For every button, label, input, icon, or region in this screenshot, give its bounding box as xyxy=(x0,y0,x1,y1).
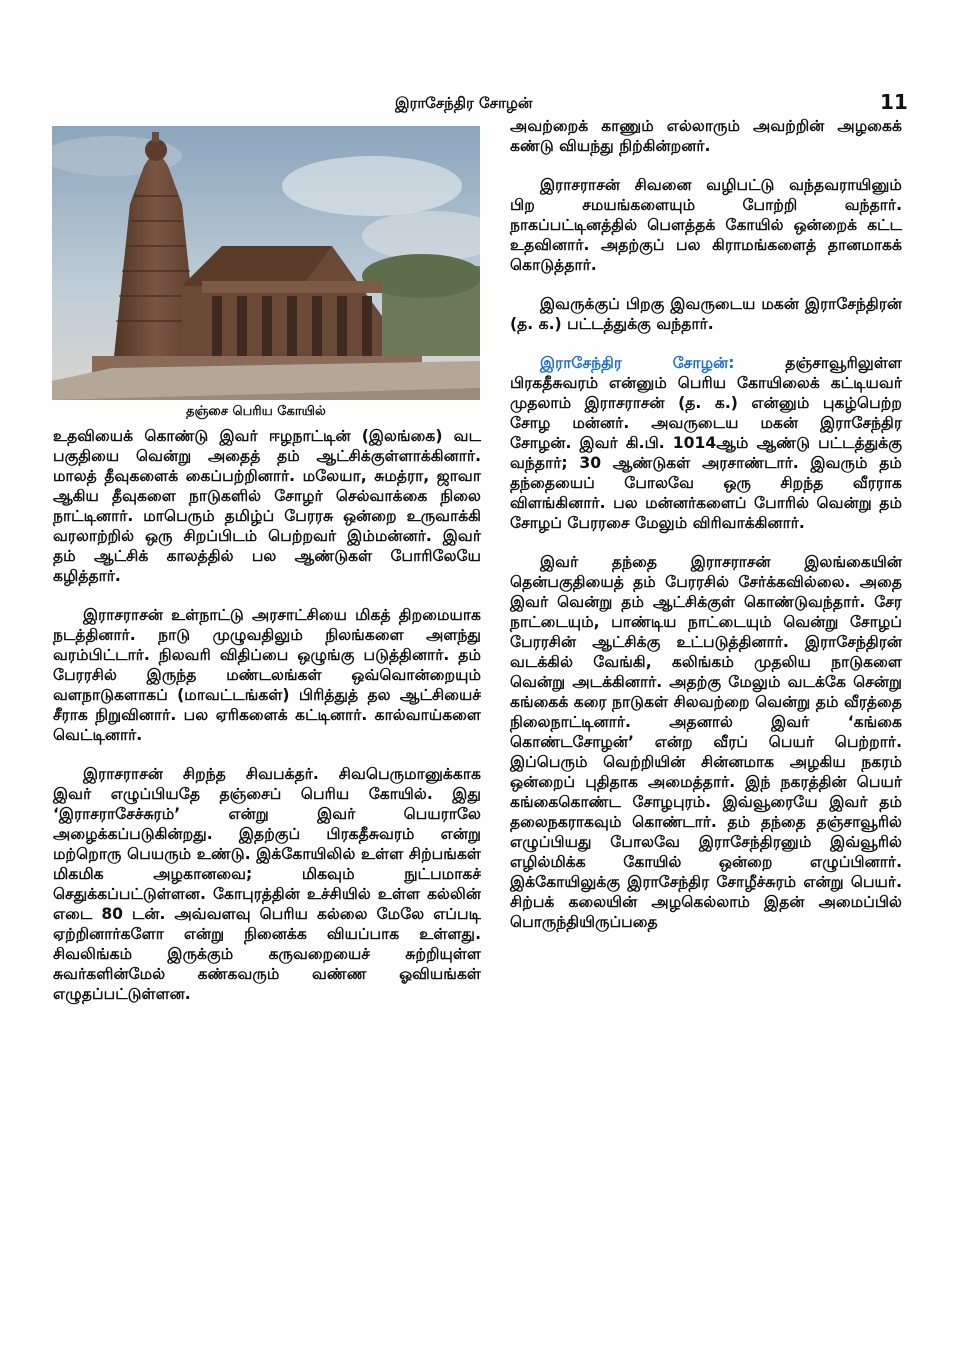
thanjavur-temple-image xyxy=(52,126,480,400)
left-column xyxy=(53,426,481,1023)
paragraph: இவருக்குப் பிறகு இவருடைய மகன் இராசேந்திரன் (த. க.) பட்டத்துக்கு வந்தார். xyxy=(510,295,902,333)
entry-heading: இராசேந்திர சோழன்: xyxy=(540,354,735,372)
temple-photo xyxy=(52,126,480,400)
paragraph: இராசராசன் சிறந்த சிவபக்தர். சிவபெருமானுக்காக இவர் எழுப்பியதே தஞ்சைப் பெரிய கோயில். இது ‘இராசராசேச்சுரம்’ என்று இவர் பெயராலே அழைக்கப்படுகின்றது. இதற்குப் பிரகதீசுவரம் என்று மற்றொரு பெயரும் உண்டு. இக்கோயிலில் உள்ள சிற்பங்கள் மிகமிக அழகானவை; மிகவும் நுட்பமாகச் செதுக்கப்பட்டுள்ளன. கோபுரத்தின் உச்சியில் உள்ள கல்லின் எடை 80 டன். அவ்வளவு பெரிய கல்லை மேலே எப்படி ஏற்றினார்களோ என்று நினைக்க வியப்பாக உள்ளது. சிவலிங்கம் இருக்கும் கருவறையைச் சுற்றியுள்ள சுவர்களின்மேல் கண்கவரும் வண்ண ஓவியங்கள் எழுதப்பட்டுள்ளன. xyxy=(53,765,481,1003)
paragraph: இராசராசன் உள்நாட்டு அரசாட்சியை மிகத் திறமையாக நடத்தினார். நாடு முழுவதிலும் நிலங்களை அளந்து வரம்பிட்டார். நிலவரி விதிப்பை ஒழுங்கு படுத்தினார். தம் பேரரசில் இருந்த மண்டலங்கள் ஒவ்வொன்றையும் வளநாடுகளாகப் (மாவட்டங்கள்) பிரித்துத் தல ஆட்சியைச் சீராக நிறுவினார். பல ஏரிகளைக் கட்டினார். கால்வாய்களை வெட்டினார். xyxy=(53,606,481,744)
photo-caption: தஞ்சை பெரிய கோயில் xyxy=(186,404,326,419)
paragraph: அவற்றைக் காணும் எல்லாரும் அவற்றின் அழகைக் கண்டு வியந்து நிற்கின்றனர். xyxy=(510,117,902,155)
entry-text: தஞ்சாவூரிலுள்ள பிரகதீசுவரம் என்னும் பெரிய கோயிலைக் கட்டியவர் முதலாம் இராசராசன் (த. க.) என்னும் புகழ்பெற்ற சோழ மன்னர். அவருடைய மகன் இராசேந்திர சோழன். இவர் கி.பி. 1014ஆம் ஆண்டு பட்டத்துக்கு வந்தார்; 30 ஆண்டுகள் அரசாண்டார். இவரும் தம் தந்தையைப் போலவே ஒரு சிறந்த வீரராக விளங்கினார். பல மன்னர்களைப் போரில் வென்று தம் சோழப் பேரரசை மேலும் விரிவாக்கினார். xyxy=(510,354,902,532)
right-column xyxy=(510,116,902,951)
page-number: 11 xyxy=(880,90,908,114)
paragraph: உதவியைக் கொண்டு இவர் ஈழநாட்டின் (இலங்கை) வட பகுதியை வென்று அதைத் தம் ஆட்சிக்குள்ளாக்கினார். மாலத் தீவுகளைக் கைப்பற்றினார். மலேயா, சுமத்ரா, ஜாவா ஆகிய தீவுகளை நாடுகளில் சோழர் செல்வாக்கை நிலை நாட்டினார். மாபெரும் தமிழ்ப் பேரரசு ஒன்றை உருவாக்கி வரலாற்றில் ஒரு சிறப்பிடம் பெற்றவர் இம்மன்னர். இவர் தம் ஆட்சிக் காலத்தில் பல ஆண்டுகள் போரிலேயே கழித்தார். xyxy=(53,427,481,585)
paragraph: இவர் தந்தை இராசராசன் இலங்கையின் தென்பகுதியைத் தம் பேரரசில் சேர்க்கவில்லை. அதை இவர் வென்று தம் ஆட்சிக்குள் கொண்டுவந்தார். சேர நாட்டையும், பாண்டிய நாட்டையும் வென்று சோழப் பேரரசின் ஆட்சிக்கு உட்படுத்தினார். இராசேந்திரன் வடக்கில் வேங்கி, கலிங்கம் முதலிய நாடுகளை வென்று அடக்கினார். அதற்கு மேலும் வடக்கே சென்று கங்கைக் கரை நாடுகள் சிலவற்றை வென்று தம் வீரத்தை நிலைநாட்டினார். அதனால் இவர் ‘கங்கை கொண்டசோழன்’ என்ற வீரப் பெயர் பெற்றார். இப்பெரும் வெற்றியின் சின்னமாக அழகிய நகரம் ஒன்றைப் புதிதாக அமைத்தார். இந் நகரத்தின் பெயர் கங்கைகொண்ட சோழபுரம். இவ்வூரையே இவர் தம் தலைநகராகவும் கொண்டார். தம் தந்தை தஞ்சாவூரில் எழுப்பியது போலவே இராசேந்திரனும் இவ்வூரில் எழில்மிக்க கோயில் ஒன்றை எழுப்பினார். இக்கோயிலுக்கு இராசேந்திர சோழீச்சுரம் என்று பெயர். சிற்பக் கலையின் அழகெல்லாம் இதன் அமைப்பில் பொருந்தியிருப்பதை xyxy=(510,553,902,931)
paragraph: இராசராசன் சிவனை வழிபட்டு வந்தவராயினும் பிற சமயங்களையும் போற்றி வந்தார். நாகப்பட்டினத்தில் பௌத்தக் கோயில் ஒன்றைக் கட்ட உதவினார். அதற்குப் பல கிராமங்களைத் தானமாகக் கொடுத்தார். xyxy=(510,176,902,274)
running-head: இராசேந்திர சோழன் xyxy=(395,94,533,112)
entry-paragraph xyxy=(510,353,902,533)
